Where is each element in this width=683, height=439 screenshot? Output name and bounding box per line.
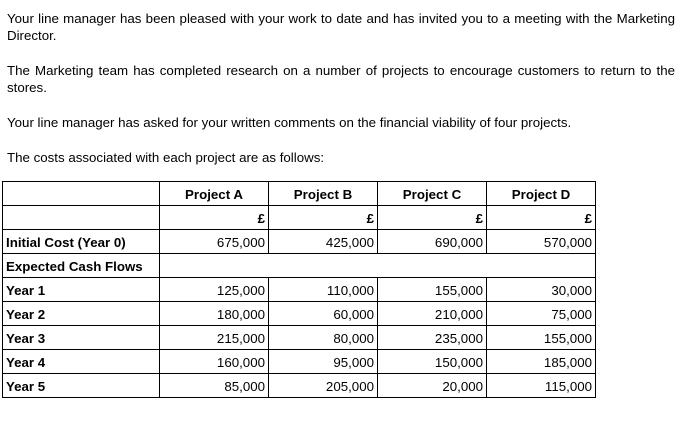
header-row [3, 182, 596, 206]
cash-flow-cell: 125,000 [160, 278, 269, 302]
cash-flow-cell: 205,000 [269, 374, 378, 398]
cash-flow-cell: 75,000 [487, 302, 596, 326]
request-paragraph: Your line manager has asked for your written comments on the financial viability of four projects. [7, 115, 572, 130]
header-project-b: Project B [269, 182, 378, 206]
currency-c: £ [378, 206, 487, 230]
corner-cell [3, 182, 160, 206]
table-row [3, 326, 596, 350]
cash-flow-cell: 185,000 [487, 350, 596, 374]
cash-flow-cell: 20,000 [378, 374, 487, 398]
currency-a: £ [160, 206, 269, 230]
cash-flow-cell: 150,000 [378, 350, 487, 374]
table-row [3, 374, 596, 398]
year-label: Year 5 [3, 374, 160, 398]
currency-row-label [3, 206, 160, 230]
initial-cost-label: Initial Cost (Year 0) [3, 230, 160, 254]
cash-flow-cell: 210,000 [378, 302, 487, 326]
year-label: Year 4 [3, 350, 160, 374]
cash-flow-cell: 30,000 [487, 278, 596, 302]
table-row [3, 302, 596, 326]
header-project-a: Project A [160, 182, 269, 206]
currency-b: £ [269, 206, 378, 230]
costs-intro-paragraph: The costs associated with each project are as follows: [7, 150, 325, 165]
initial-cost-row [3, 230, 596, 254]
header-project-c: Project C [378, 182, 487, 206]
cash-flow-cell: 180,000 [160, 302, 269, 326]
initial-cost-a: 675,000 [160, 230, 269, 254]
cash-flows-spacer [160, 254, 596, 278]
cash-flow-cell: 60,000 [269, 302, 378, 326]
intro-paragraph: Your line manager has been pleased with your work to date and has invited you to a meeting with the Marketing Director. [7, 11, 675, 43]
cash-flow-cell: 80,000 [269, 326, 378, 350]
cash-flow-cell: 155,000 [378, 278, 487, 302]
cash-flow-cell: 235,000 [378, 326, 487, 350]
cash-flow-cell: 160,000 [160, 350, 269, 374]
table-row [3, 350, 596, 374]
initial-cost-b: 425,000 [269, 230, 378, 254]
initial-cost-d: 570,000 [487, 230, 596, 254]
cash-flows-label: Expected Cash Flows [3, 254, 160, 278]
cash-flow-cell: 155,000 [487, 326, 596, 350]
cash-flow-cell: 110,000 [269, 278, 378, 302]
research-paragraph: The Marketing team has completed research on a number of projects to encourage customers to return to the stores. [7, 63, 675, 95]
cash-flows-header-row [3, 254, 596, 278]
cash-flow-cell: 115,000 [487, 374, 596, 398]
cash-flow-cell: 95,000 [269, 350, 378, 374]
currency-d: £ [487, 206, 596, 230]
header-project-d: Project D [487, 182, 596, 206]
currency-row [3, 206, 596, 230]
cash-flow-cell: 85,000 [160, 374, 269, 398]
cash-flow-cell: 215,000 [160, 326, 269, 350]
table-row [3, 278, 596, 302]
project-costs-table [2, 181, 596, 398]
initial-cost-c: 690,000 [378, 230, 487, 254]
year-label: Year 3 [3, 326, 160, 350]
year-label: Year 1 [3, 278, 160, 302]
year-label: Year 2 [3, 302, 160, 326]
